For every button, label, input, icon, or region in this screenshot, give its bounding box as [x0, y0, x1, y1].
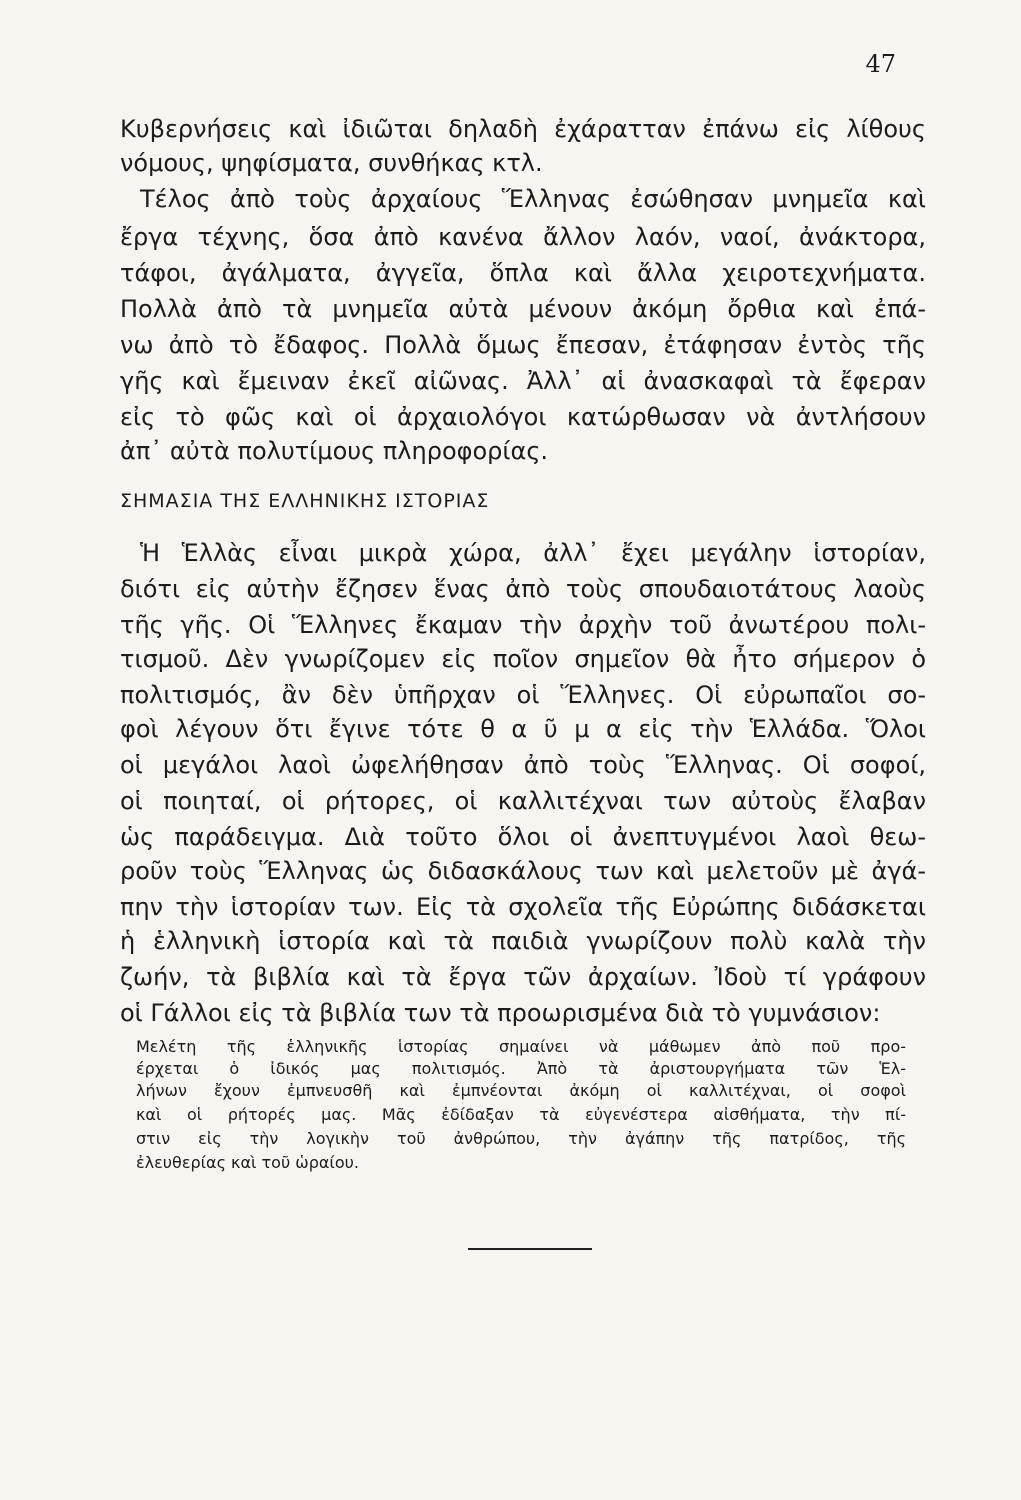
text-line: νω ἀπὸ τὸ ἔδαφος. Πολλὰ ὅμως ἔπεσαν, ἐτάφησαν ἐντὸς τῆς: [120, 331, 926, 359]
text-line: πολιτισμός, ἂν δὲν ὑπῆρχαν οἱ Ἕλληνες. Οἱ εὐρωπαῖοι σο-: [120, 681, 926, 709]
quote-line: λήνων ἔχουν ἐμπνευσθῆ καὶ ἐμπνέονται ἀκόμη οἱ καλλιτέχναι, οἱ σοφοὶ: [136, 1081, 906, 1100]
text-line: οἱ ποιηταί, οἱ ρήτορες, οἱ καλλιτέχναι των αὐτοὺς ἔλαβαν: [120, 787, 926, 815]
text-line: Τέλος ἀπὸ τοὺς ἀρχαίους Ἕλληνας ἐσώθησαν μνημεῖα καὶ: [140, 185, 926, 213]
text-line: τῆς γῆς. Οἱ Ἕλληνες ἔκαμαν τὴν ἀρχὴν τοῦ ἀνωτέρου πολι-: [120, 611, 926, 639]
text-line: ἀπ᾿ αὐτὰ πολυτίμους πληροφορίας.: [120, 437, 549, 465]
text-line: φοὶ λέγουν ὅτι ἔγινε τότε θ α ῦ μ α εἰς τὴν Ἑλλάδα. Ὅλοι: [120, 715, 926, 743]
text-line: οἱ Γάλλοι εἰς τὰ βιβλία των τὰ προωρισμένα διὰ τὸ γυμνάσιον:: [120, 999, 881, 1027]
section-heading: ΣΗΜΑΣΙΑ ΤΗΣ ΕΛΛΗΝΙΚΗΣ ΙΣΤΟΡΙΑΣ: [120, 490, 490, 512]
text-line: ροῦν τοὺς Ἕλληνας ὡς διδασκάλους των καὶ μελετοῦν μὲ ἀγά-: [120, 857, 926, 885]
quote-line: έρχεται ὁ ἰδικός μας πολιτισμός. Ἀπὸ τὰ ἀριστουργήματα τῶν Ἑλ-: [136, 1059, 906, 1078]
page-number: 47: [865, 50, 896, 78]
quote-line: στιν εἰς τὴν λογικὴν τοῦ ἀνθρώπου, τὴν ἀγάπην τῆς πατρίδος, τῆς: [136, 1129, 906, 1148]
text-line: νόμους, ψηφίσματα, συνθήκας κτλ.: [120, 149, 543, 177]
end-divider: [468, 1248, 592, 1250]
quote-line: καὶ οἱ ρήτορές μας. Μᾶς ἐδίδαξαν τὰ εὐγενέστερα αἰσθήματα, τὴν πί-: [136, 1105, 906, 1124]
text-line: γῆς καὶ ἔμειναν ἐκεῖ αἰῶνας. Ἀλλ᾿ αἱ ἀνασκαφαὶ τὰ ἔφεραν: [120, 367, 926, 395]
text-line: οἱ μεγάλοι λαοὶ ὠφελήθησαν ἀπὸ τοὺς Ἕλληνας. Οἱ σοφοί,: [120, 751, 926, 779]
quote-line: ἐλευθερίας καὶ τοῦ ὡραίου.: [136, 1153, 359, 1172]
text-line: πην τὴν ἱστορίαν των. Εἰς τὰ σχολεῖα τῆς Εὐρώπης διδάσκεται: [120, 893, 926, 921]
text-line: Ἡ Ἑλλὰς εἶναι μικρὰ χώρα, ἀλλ᾿ ἔχει μεγάλην ἱστορίαν,: [140, 539, 926, 567]
text-line: τισμοῦ. Δὲν γνωρίζομεν εἰς ποῖον σημεῖον θὰ ἦτο σήμερον ὁ: [120, 645, 926, 673]
text-line: Κυβερνήσεις καὶ ἰδιῶται δηλαδὴ ἐχάρατταν ἐπάνω εἰς λίθους: [120, 115, 926, 143]
text-line: ἔργα τέχνης, ὅσα ἀπὸ κανένα ἄλλον λαόν, ναοί, ἀνάκτορα,: [120, 223, 926, 251]
text-line: τάφοι, ἀγάλματα, ἀγγεῖα, ὅπλα καὶ ἄλλα χειροτεχνήματα.: [120, 259, 926, 287]
text-line: ἡ ἑλληνικὴ ἱστορία καὶ τὰ παιδιὰ γνωρίζουν πολὺ καλὰ τὴν: [120, 927, 926, 955]
text-line: ὡς παράδειγμα. Διὰ τοῦτο ὅλοι οἱ ἀνεπτυγμένοι λαοὶ θεω-: [120, 823, 926, 851]
text-line: ζωήν, τὰ βιβλία καὶ τὰ ἔργα τῶν ἀρχαίων. Ἰδοὺ τί γράφουν: [120, 963, 926, 991]
text-line: εἰς τὸ φῶς καὶ οἱ ἀρχαιολόγοι κατώρθωσαν νὰ ἀντλήσουν: [120, 403, 926, 431]
quote-line: Μελέτη τῆς ἑλληνικῆς ἱστορίας σημαίνει νὰ μάθωμεν ἀπὸ ποῦ προ-: [136, 1037, 906, 1056]
text-line: Πολλὰ ἀπὸ τὰ μνημεῖα αὐτὰ μένουν ἀκόμη ὄρθια καὶ ἐπά-: [120, 295, 926, 323]
text-line: διότι εἰς αὐτὴν ἔζησεν ἕνας ἀπὸ τοὺς σπουδαιοτάτους λαοὺς: [120, 575, 926, 603]
